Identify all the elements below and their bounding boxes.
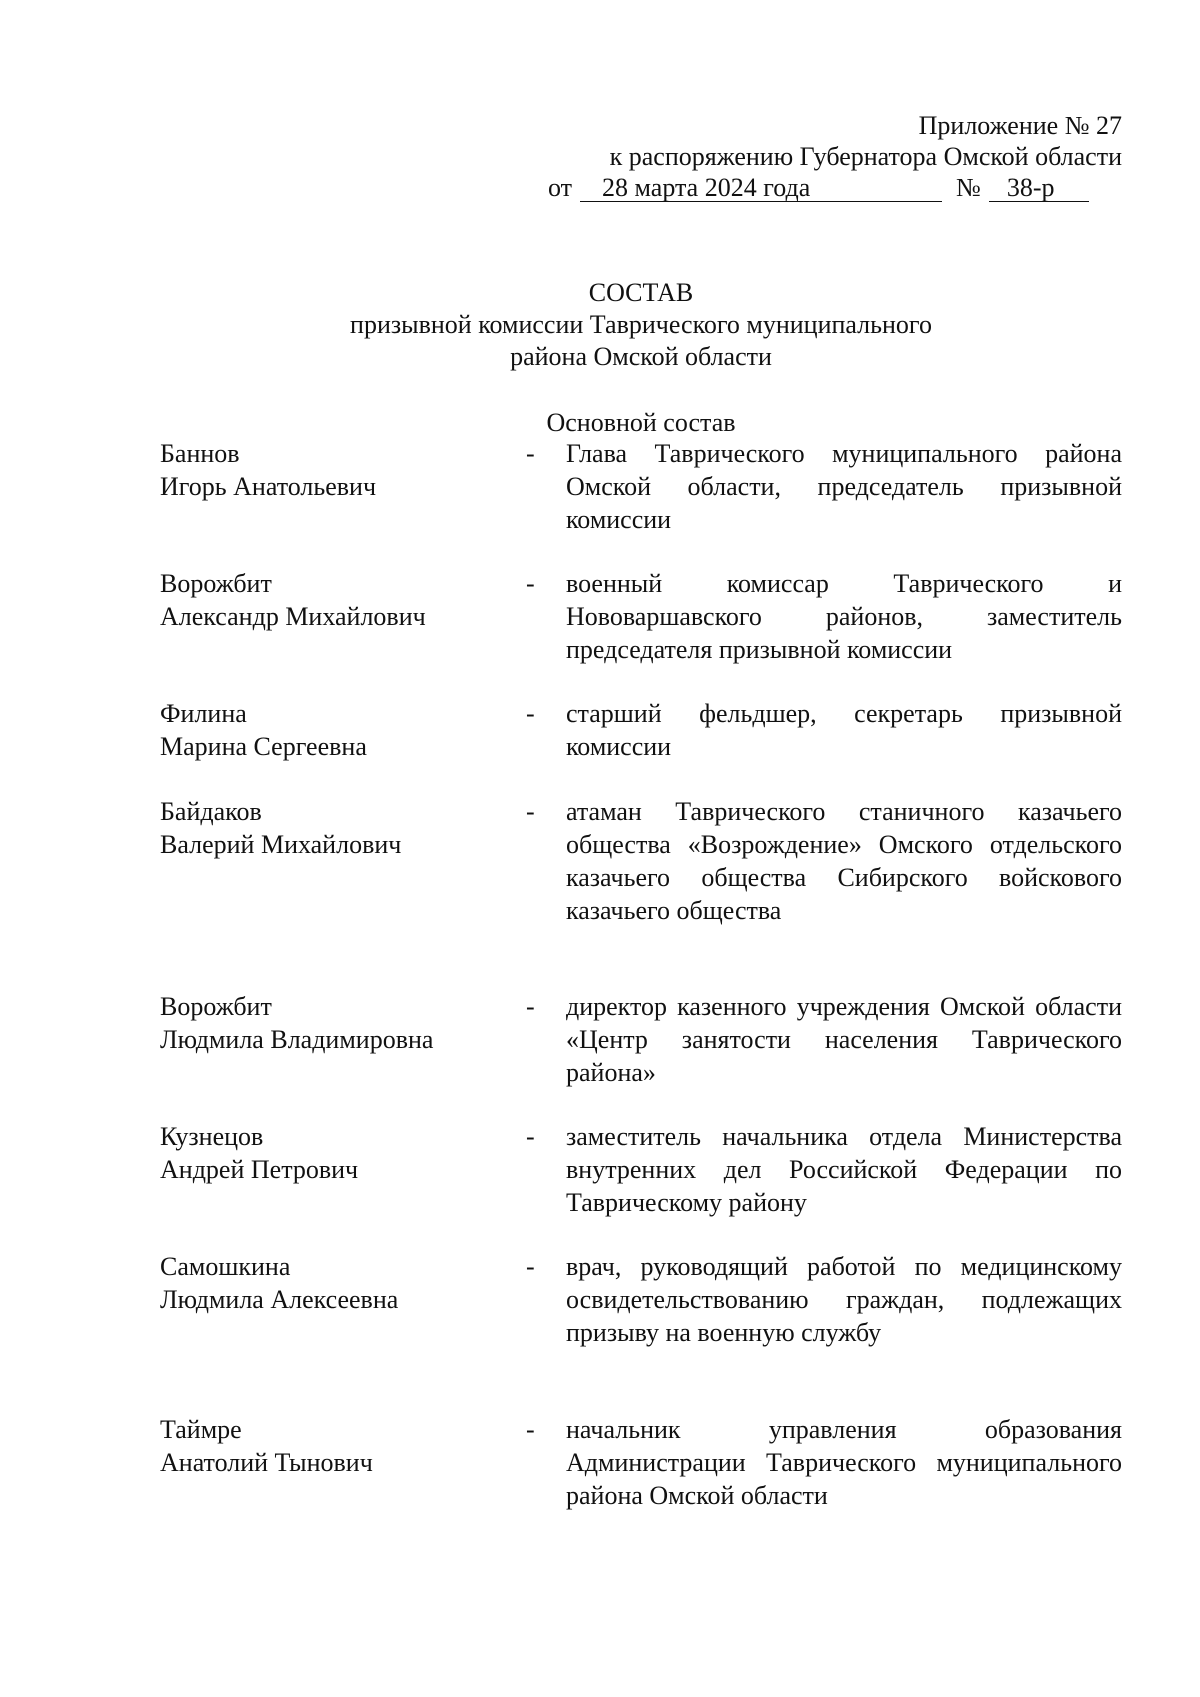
document-title: СОСТАВ <box>588 278 694 307</box>
decree-date: 28 марта 2024 года <box>580 175 942 202</box>
member-given-names: Людмила Владимировна <box>160 1025 434 1054</box>
member-role: врач, руководящий работой по медицинскому освидетельствованию граждан, подлежащих призыву на военную службу <box>566 1252 1122 1347</box>
member-name <box>160 795 520 861</box>
member-name <box>160 990 520 1056</box>
member-surname: Баннов <box>160 439 240 468</box>
member-role: атаман Таврического станичного казачьего общества «Возрождение» Омского отдельского казачьего общества Сибирского войскового казачьего общества <box>566 797 1122 925</box>
member-given-names: Анатолий Тынович <box>160 1448 373 1477</box>
member-dash: - <box>526 1415 535 1444</box>
appendix-number: Приложение № 27 <box>918 111 1122 140</box>
member-role: директор казенного учреждения Омской области «Центр занятости населения Таврического района» <box>566 992 1122 1087</box>
number-label: № <box>956 173 981 202</box>
member-given-names: Валерий Михайлович <box>160 830 402 859</box>
section-heading: Основной состав <box>546 408 736 437</box>
member-dash: - <box>526 439 535 468</box>
member-dash: - <box>526 569 535 598</box>
document-heading <box>0 277 1200 373</box>
member-role: старший фельдшер, секретарь призывной комиссии <box>566 699 1122 761</box>
member-surname: Ворожбит <box>160 992 272 1021</box>
member-surname: Байдаков <box>160 797 262 826</box>
member-dash: - <box>526 1122 535 1151</box>
appendix-header <box>548 110 1122 203</box>
member-given-names: Людмила Алексеевна <box>160 1285 399 1314</box>
member-dash: - <box>526 992 535 1021</box>
appendix-reference: к распоряжению Губернатора Омской области <box>609 142 1122 171</box>
member-surname: Таймре <box>160 1415 242 1444</box>
from-label: от <box>548 173 573 202</box>
member-name <box>160 1120 520 1186</box>
member-role: военный комиссар Таврического и Нововаршавского районов, заместитель председателя призывной комиссии <box>566 569 1122 664</box>
decree-number: 38-р <box>989 175 1089 202</box>
member-given-names: Андрей Петрович <box>160 1155 359 1184</box>
member-surname: Ворожбит <box>160 569 272 598</box>
member-dash: - <box>526 1252 535 1281</box>
member-dash: - <box>526 797 535 826</box>
member-name <box>160 1413 520 1479</box>
member-name <box>160 697 520 763</box>
member-surname: Самошкина <box>160 1252 291 1281</box>
member-role: заместитель начальника отдела Министерства внутренних дел Российской Федерации по Таврическому району <box>566 1122 1122 1217</box>
member-dash: - <box>526 699 535 728</box>
member-surname: Кузнецов <box>160 1122 264 1151</box>
decree-date-line <box>548 172 1122 203</box>
document-subtitle-line2: района Омской области <box>510 342 772 371</box>
member-given-names: Александр Михайлович <box>160 602 426 631</box>
member-name <box>160 567 520 633</box>
member-name <box>160 1250 520 1316</box>
member-given-names: Марина Сергеевна <box>160 732 367 761</box>
member-surname: Филина <box>160 699 247 728</box>
document-subtitle-line1: призывной комиссии Таврического муниципального <box>350 310 932 339</box>
member-name <box>160 437 520 503</box>
member-given-names: Игорь Анатольевич <box>160 472 377 501</box>
member-role: Глава Таврического муниципального района Омской области, председатель призывной комиссии <box>566 439 1122 534</box>
member-role: начальник управления образования Администрации Таврического муниципального района Омской области <box>566 1415 1122 1510</box>
